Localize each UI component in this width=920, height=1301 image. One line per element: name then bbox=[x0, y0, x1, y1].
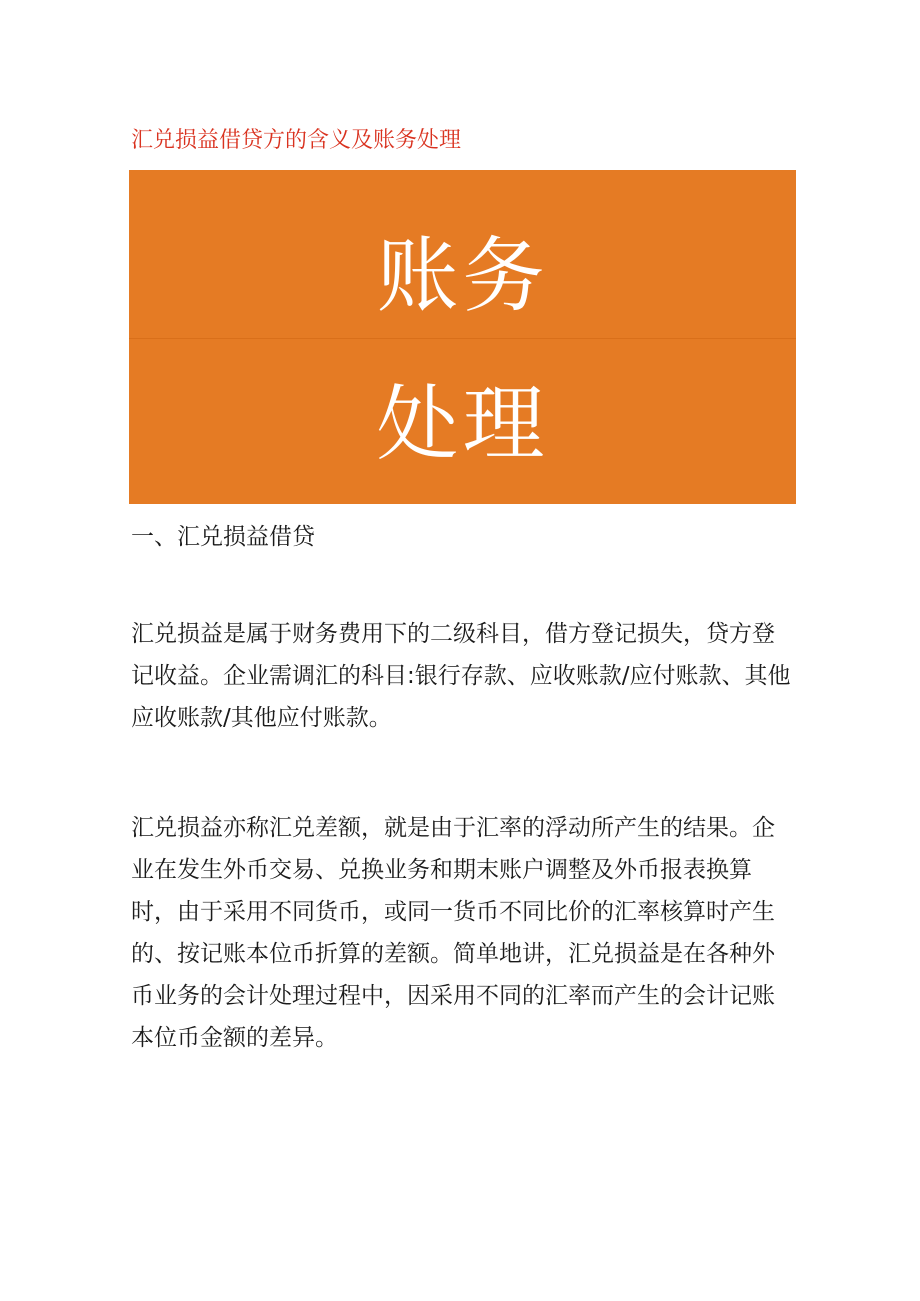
banner-divider bbox=[129, 338, 796, 339]
document-title: 汇兑损益借贷方的含义及账务处理 bbox=[131, 128, 462, 153]
banner-line-2: 处理 bbox=[376, 377, 549, 472]
paragraph-2: 汇兑损益亦称汇兑差额，就是由于汇率的浮动所产生的结果。企业在发生外币交易、兑换业务和期末账户调整及外币报表换算时，由于采用不同货币，或同一货币不同比价的汇率核算时产生的、按记账本位币折算的差额。简单地讲，汇兑损益是在各种外币业务的会计处理过程中，因采用不同的汇率而产生的会计记账本位币金额的差异。 bbox=[131, 815, 775, 1051]
section-heading: 一、汇兑损益借贷 bbox=[131, 524, 315, 550]
banner bbox=[129, 170, 796, 504]
paragraph-1: 汇兑损益是属于财务费用下的二级科目，借方登记损失，贷方登记收益。企业需调汇的科目:银行存款、应收账款/应付账款、其他应收账款/其他应付账款。 bbox=[131, 621, 791, 731]
banner-line-1: 账务 bbox=[376, 229, 549, 324]
